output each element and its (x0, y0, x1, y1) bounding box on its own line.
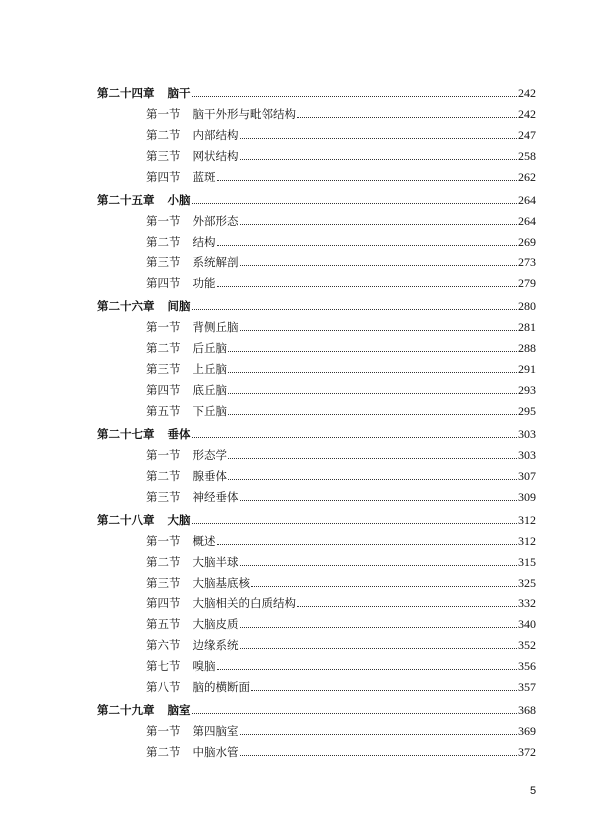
page-ref: 325 (518, 575, 536, 590)
dot-leader (192, 437, 518, 438)
section-number: 第二节 (146, 744, 181, 759)
toc-section-entry (0, 143, 601, 163)
section-title: 大脑皮质 (192, 617, 239, 632)
toc-section-entry (0, 398, 601, 418)
page-ref: 295 (518, 403, 536, 418)
dot-leader (240, 755, 518, 756)
chapter-number: 第二十五章 (97, 192, 155, 207)
section-label (0, 745, 239, 759)
toc-section-entry (0, 674, 601, 694)
chapter-title: 大脑 (167, 512, 191, 527)
section-number: 第五节 (146, 403, 181, 418)
dot-leader (192, 309, 518, 310)
section-label (0, 128, 239, 142)
section-title: 功能 (192, 276, 216, 291)
section-title: 脑的横断面 (192, 680, 250, 694)
section-number: 第三节 (146, 362, 181, 377)
toc-section-entry (0, 356, 601, 376)
section-title: 脑干外形与毗邻结构 (192, 106, 296, 121)
section-label (0, 448, 227, 462)
page-ref: 281 (518, 320, 536, 335)
dot-leader (217, 544, 518, 545)
dot-leader (240, 648, 518, 649)
toc-section-entry (0, 335, 601, 355)
chapter-label (0, 193, 191, 207)
section-label (0, 490, 239, 504)
page-ref: 262 (518, 169, 536, 184)
dot-leader (192, 96, 518, 97)
dot-leader (192, 713, 518, 714)
chapter-label (0, 86, 191, 100)
section-title: 蓝斑 (192, 169, 216, 184)
page-ref: 303 (518, 427, 536, 441)
section-label (0, 255, 239, 269)
section-label (0, 638, 239, 652)
page-ref: 242 (518, 106, 536, 121)
section-number: 第四节 (146, 383, 181, 397)
section-number: 第二节 (146, 468, 181, 483)
page-ref: 368 (518, 703, 536, 718)
section-label (0, 362, 227, 376)
dot-leader (251, 586, 517, 587)
section-number: 第四节 (146, 169, 181, 184)
section-title: 网状结构 (192, 148, 239, 163)
chapter-label (0, 299, 191, 313)
toc-section-entry (0, 632, 601, 652)
section-number: 第三节 (146, 148, 181, 163)
dot-leader (228, 351, 517, 352)
toc-section-entry (0, 590, 601, 610)
section-label (0, 107, 296, 121)
page-ref: 352 (518, 638, 536, 653)
section-label (0, 555, 239, 569)
page-number: 5 (530, 785, 537, 797)
page-ref: 291 (518, 362, 536, 377)
page-ref: 279 (518, 276, 536, 291)
dot-leader (192, 523, 518, 524)
chapter-title: 小脑 (167, 192, 191, 207)
dot-leader (297, 117, 517, 118)
section-title: 边缘系统 (192, 638, 239, 653)
chapter-number: 第二十九章 (97, 703, 155, 718)
section-number: 第一节 (146, 320, 181, 335)
dot-leader (228, 414, 517, 415)
dot-leader (228, 372, 517, 373)
section-number: 第一节 (146, 106, 181, 121)
section-number: 第一节 (146, 533, 181, 548)
section-label (0, 341, 227, 355)
dot-leader (217, 245, 518, 246)
section-title: 底丘脑 (192, 383, 227, 397)
toc-section-entry (0, 314, 601, 334)
section-title: 结构 (192, 234, 216, 249)
section-number: 第三节 (146, 255, 181, 270)
toc-chapter-entry (0, 697, 601, 717)
section-number: 第六节 (146, 638, 181, 653)
section-label (0, 170, 216, 184)
dot-leader (228, 458, 517, 459)
page-ref: 288 (518, 341, 536, 356)
section-label (0, 320, 239, 334)
toc-chapter-entry (0, 507, 601, 527)
section-title: 系统解剖 (192, 255, 239, 270)
section-label (0, 214, 239, 228)
dot-leader (240, 224, 518, 225)
toc-section-entry (0, 164, 601, 184)
dot-leader (251, 690, 517, 691)
section-label (0, 534, 216, 548)
section-title: 背侧丘脑 (192, 320, 239, 335)
page-ref: 357 (518, 680, 536, 694)
chapter-label (0, 513, 191, 527)
section-label (0, 724, 239, 738)
page-ref: 247 (518, 127, 536, 142)
dot-leader (192, 203, 518, 204)
page-ref: 293 (518, 383, 536, 397)
section-number: 第二节 (146, 234, 181, 249)
page-ref: 280 (518, 299, 536, 314)
toc-section-entry (0, 377, 601, 397)
toc-section-entry (0, 122, 601, 142)
toc-section-entry (0, 739, 601, 759)
section-label (0, 469, 227, 483)
chapter-label (0, 703, 191, 717)
dot-leader (217, 286, 518, 287)
toc-section-entry (0, 442, 601, 462)
section-label (0, 235, 216, 249)
chapter-number: 第二十四章 (97, 86, 155, 100)
page-ref: 269 (518, 234, 536, 249)
page-ref: 315 (518, 554, 536, 569)
chapter-number: 第二十七章 (97, 427, 155, 441)
chapter-label (0, 427, 191, 441)
section-number: 第三节 (146, 575, 181, 590)
section-label (0, 576, 250, 590)
dot-leader (240, 159, 518, 160)
page-ref: 356 (518, 659, 536, 674)
page-ref: 307 (518, 468, 536, 483)
toc-section-entry (0, 463, 601, 483)
section-title: 形态学 (192, 447, 227, 462)
section-number: 第二节 (146, 127, 181, 142)
chapter-title: 脑干 (167, 86, 191, 100)
section-title: 大脑相关的白质结构 (192, 596, 296, 611)
dot-leader (297, 606, 517, 607)
section-title: 大脑基底核 (192, 575, 250, 590)
page-ref: 332 (518, 596, 536, 611)
dot-leader (240, 627, 518, 628)
section-label (0, 149, 239, 163)
dot-leader (217, 669, 518, 670)
toc-chapter-entry (0, 293, 601, 313)
section-title: 上丘脑 (192, 362, 227, 377)
page-ref: 264 (518, 192, 536, 207)
section-number: 第八节 (146, 680, 181, 694)
section-label (0, 617, 239, 631)
toc-chapter-entry (0, 80, 601, 100)
toc-section-entry (0, 270, 601, 290)
section-title: 嗅脑 (192, 659, 216, 674)
section-number: 第一节 (146, 447, 181, 462)
toc-section-entry (0, 229, 601, 249)
section-title: 后丘脑 (192, 341, 227, 356)
chapter-title: 脑室 (167, 703, 191, 718)
section-number: 第七节 (146, 659, 181, 674)
chapter-title: 垂体 (167, 427, 191, 441)
dot-leader (240, 565, 518, 566)
section-number: 第一节 (146, 724, 181, 738)
toc-section-entry (0, 208, 601, 228)
section-title: 腺垂体 (192, 468, 227, 483)
toc-section-entry (0, 249, 601, 269)
section-number: 第二节 (146, 341, 181, 356)
dot-leader (240, 265, 518, 266)
section-title: 下丘脑 (192, 403, 227, 418)
page-ref: 258 (518, 148, 536, 163)
dot-leader (240, 734, 518, 735)
section-label (0, 596, 296, 610)
page-ref: 312 (518, 533, 536, 548)
section-label (0, 383, 227, 397)
section-title: 内部结构 (192, 127, 239, 142)
toc-section-entry (0, 611, 601, 631)
section-number: 第二节 (146, 554, 181, 569)
page-ref: 312 (518, 512, 536, 527)
toc-section-entry (0, 718, 601, 738)
toc-chapter-entry (0, 187, 601, 207)
page-ref: 340 (518, 617, 536, 632)
section-number: 第四节 (146, 596, 181, 611)
toc-section-entry (0, 570, 601, 590)
dot-leader (240, 500, 518, 501)
section-title: 中脑水管 (192, 744, 239, 759)
toc-section-entry (0, 653, 601, 673)
dot-leader (217, 180, 518, 181)
section-label (0, 276, 216, 290)
page-ref: 309 (518, 489, 536, 504)
page-ref: 303 (518, 447, 536, 462)
page-ref: 273 (518, 255, 536, 270)
page-ref: 372 (518, 744, 536, 759)
page-ref: 242 (518, 86, 536, 100)
toc-chapter-entry (0, 421, 601, 441)
toc-section-entry (0, 484, 601, 504)
page-ref: 264 (518, 213, 536, 228)
dot-leader (228, 479, 517, 480)
dot-leader (228, 393, 517, 394)
section-number: 第一节 (146, 213, 181, 228)
chapter-number: 第二十六章 (97, 299, 155, 314)
dot-leader (240, 330, 518, 331)
dot-leader (240, 138, 518, 139)
section-label (0, 659, 216, 673)
section-title: 概述 (192, 533, 216, 548)
page-ref: 369 (518, 724, 536, 738)
section-label (0, 680, 250, 694)
chapter-title: 间脑 (167, 299, 191, 314)
chapter-number: 第二十八章 (97, 512, 155, 527)
section-title: 大脑半球 (192, 554, 239, 569)
toc-section-entry (0, 528, 601, 548)
section-label (0, 404, 227, 418)
toc-section-entry (0, 101, 601, 121)
toc-section-entry (0, 549, 601, 569)
section-title: 神经垂体 (192, 489, 239, 504)
section-title: 第四脑室 (192, 724, 239, 738)
section-number: 第四节 (146, 276, 181, 291)
section-title: 外部形态 (192, 213, 239, 228)
section-number: 第五节 (146, 617, 181, 632)
section-number: 第三节 (146, 489, 181, 504)
